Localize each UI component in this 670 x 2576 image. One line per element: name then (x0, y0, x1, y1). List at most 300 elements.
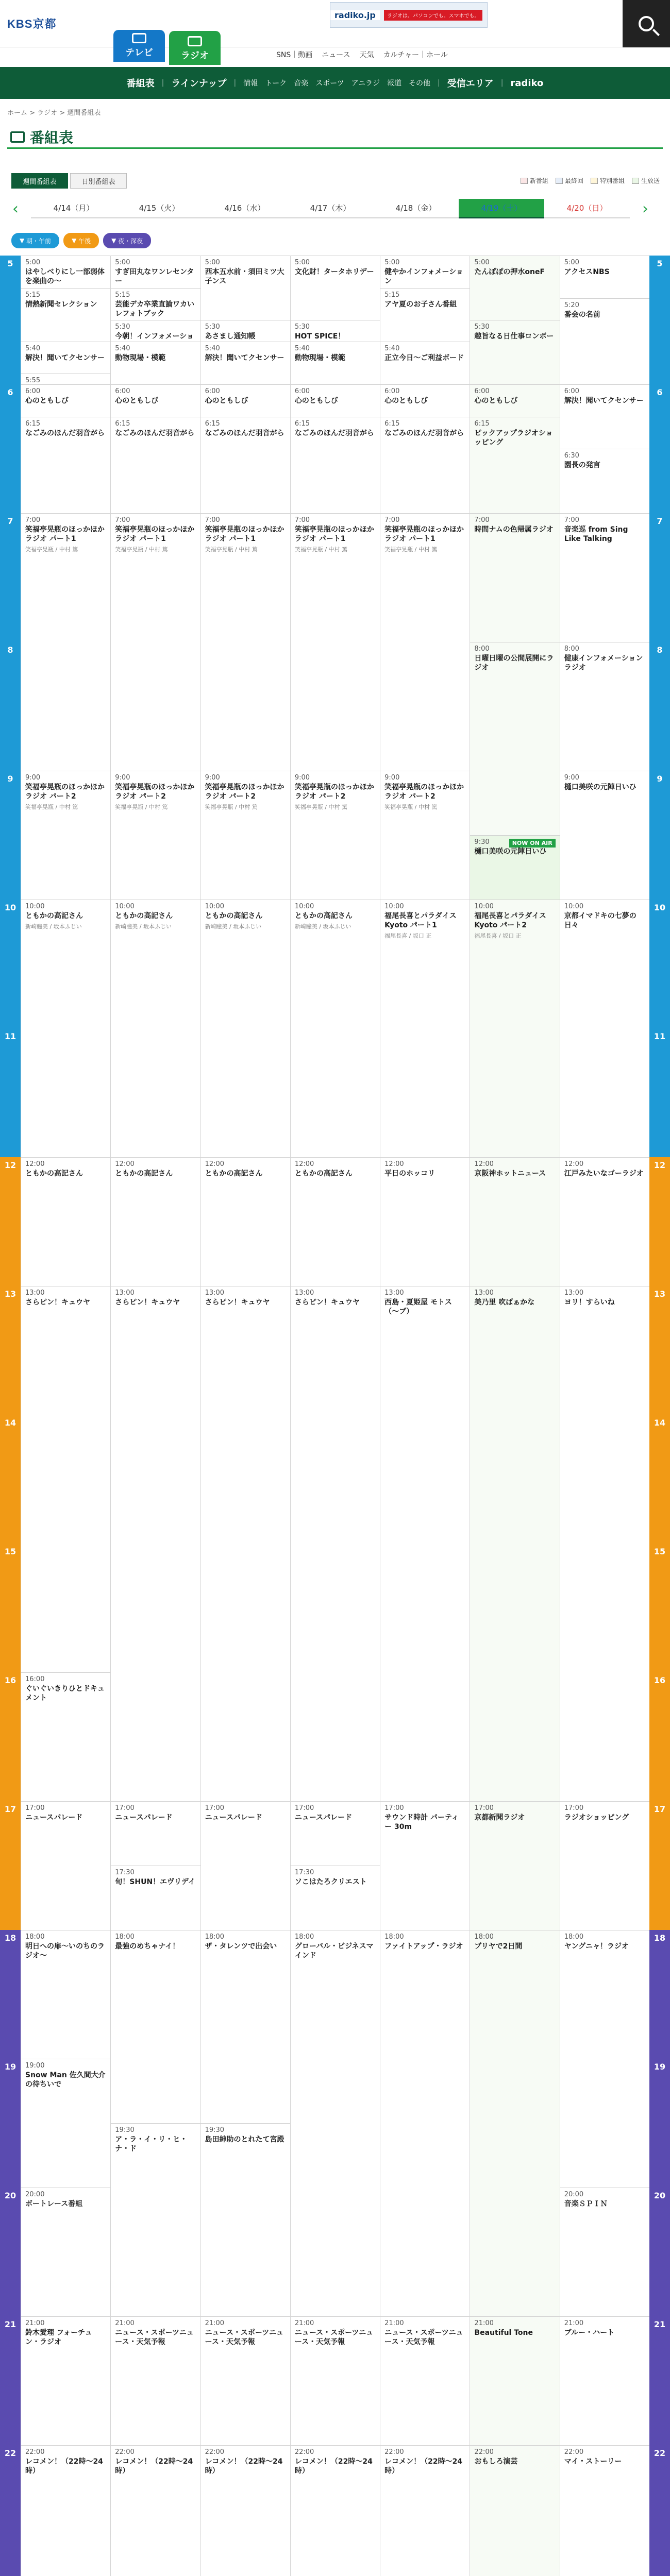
nav-separator: | (437, 79, 440, 87)
program-time: 5:40 (115, 344, 130, 352)
now-on-air-badge: NOW ON AIR (509, 839, 556, 848)
program-title: ブルー・ハート (564, 2329, 615, 2337)
program-cell[interactable] (111, 1866, 200, 1930)
tab-daily[interactable]: 日別番組表 (70, 173, 127, 189)
site-logo[interactable]: KBS京都 (7, 18, 57, 30)
program-time: 12:00 (384, 1160, 404, 1168)
program-time: 12:00 (294, 1160, 314, 1168)
program-cell[interactable] (560, 384, 649, 449)
program-title: サウンド時計 パーティー 30m (384, 1814, 459, 1832)
program-time: 6:00 (115, 387, 130, 395)
program-time: 22:00 (294, 2448, 314, 2456)
program-cell[interactable] (291, 384, 380, 417)
program-title: ザ・タレンツで出会い (205, 1942, 277, 1951)
nav-item-anime[interactable]: アニラジ (351, 79, 380, 88)
program-time: 6:15 (384, 419, 400, 428)
program-time: 5:00 (115, 259, 130, 266)
program-time: 10:00 (205, 903, 225, 910)
program-time: 5:00 (25, 259, 41, 266)
search-button[interactable] (623, 0, 670, 47)
program-cell[interactable] (380, 256, 470, 288)
hour-label: 15 (649, 1544, 670, 1672)
program-time: 17:00 (564, 1804, 584, 1812)
program-cell[interactable] (291, 2316, 380, 2445)
program-time: 10:00 (474, 903, 494, 910)
program-title: 笑福亭晃瓶のほっかほかラジオ パート1 (205, 526, 284, 544)
hour-label: 6 (649, 384, 670, 513)
program-cell[interactable] (21, 771, 110, 900)
program-cell[interactable] (470, 384, 559, 417)
tab-tv-label: テレビ (125, 47, 153, 58)
program-title: 心のともしび (25, 397, 69, 405)
link-culture[interactable]: カルチャー｜ホール (383, 51, 448, 59)
program-cell[interactable] (380, 2445, 470, 2576)
program-performers: 笑福亭晃瓶 / 中村 篤 (205, 804, 258, 811)
program-title: ファイトアップ・ラジオ (384, 1942, 463, 1951)
link-sns[interactable]: SNS｜動画 (276, 51, 313, 59)
program-performers: 笑福亭晃瓶 / 中村 篤 (384, 546, 438, 553)
program-cell[interactable] (560, 2188, 649, 2316)
program-cell[interactable] (21, 2445, 110, 2576)
schedule-tabs (11, 173, 127, 189)
date-tab[interactable]: 4/14（月） (31, 199, 116, 218)
hour-label (0, 2574, 21, 2576)
program-title: 京阪神ホットニュース (474, 1170, 546, 1178)
nav-item-lineup[interactable]: ラインナップ (171, 78, 227, 89)
hour-label: 8 (0, 642, 21, 771)
day-column (560, 256, 649, 2576)
program-cell[interactable] (111, 900, 200, 1157)
legend-swatch (521, 178, 528, 184)
program-cell[interactable] (560, 1801, 649, 1930)
next-week-arrow-icon[interactable]: › (642, 199, 648, 218)
program-time: 5:40 (205, 344, 220, 352)
hour-label: 10 (0, 900, 21, 1028)
program-time: 5:00 (294, 259, 310, 266)
program-cell[interactable] (560, 256, 649, 298)
program-cell[interactable] (201, 384, 290, 417)
program-title: 西本五水前・須田ミツ大子ンス (205, 268, 284, 286)
program-title: 正立今日〜ご利益ボード (384, 353, 464, 362)
program-time: 5:30 (205, 323, 220, 331)
program-cell[interactable] (560, 2316, 649, 2445)
program-time: 7:00 (384, 516, 400, 524)
legend-label: 生放送 (641, 177, 660, 184)
program-cell[interactable] (291, 417, 380, 514)
program-time: 5:00 (564, 259, 579, 266)
program-cell[interactable] (470, 1157, 559, 1286)
day-column (380, 256, 470, 2576)
nav-item-sports[interactable]: スポーツ (315, 79, 344, 88)
program-title: さらピン！キュウヤ (294, 1298, 360, 1307)
date-tab[interactable]: 4/18（金） (373, 199, 459, 218)
program-cell[interactable] (560, 449, 649, 513)
program-cell[interactable] (21, 256, 110, 288)
program-time: 21:00 (115, 2319, 135, 2327)
program-time: 13:00 (384, 1289, 404, 1297)
hour-label: 17 (649, 1801, 670, 1930)
program-title: レコメン！（22時〜24時） (25, 2458, 103, 2476)
program-title: アクセスNBS (564, 268, 610, 276)
program-title: 音楽巡 from Sing Like Talking (564, 526, 628, 544)
program-cell[interactable] (111, 288, 200, 320)
period-filter (11, 233, 151, 248)
program-time: 18:00 (564, 1933, 584, 1941)
program-cell[interactable] (380, 342, 470, 384)
link-weather[interactable]: 天気 (359, 51, 374, 59)
breadcrumb[interactable]: ホーム > ラジオ > 週間番組表 (7, 109, 101, 117)
hour-label: 16 (649, 1672, 670, 1801)
hour-label: 19 (649, 2059, 670, 2188)
program-title: ともかの高記さん (205, 912, 263, 920)
nav-item-talk[interactable]: トーク (265, 79, 287, 88)
program-cell[interactable] (201, 2445, 290, 2576)
program-cell[interactable] (470, 642, 559, 835)
nav-item-other[interactable]: その他 (408, 79, 430, 88)
program-cell[interactable] (560, 771, 649, 900)
program-title: ともかの高記さん (25, 912, 83, 920)
program-time: 12:00 (205, 1160, 225, 1168)
program-cell[interactable] (380, 1930, 470, 2316)
program-cell[interactable] (21, 384, 110, 417)
hour-label: 5 (649, 256, 670, 384)
program-title: ニュースパレード (294, 1814, 353, 1822)
program-time: 5:15 (384, 291, 400, 299)
program-time: 7:00 (474, 516, 490, 524)
program-time: 5:40 (25, 344, 41, 352)
program-cell[interactable] (470, 256, 559, 320)
program-title: 樋口美咲の元陣日いひ (474, 848, 547, 856)
nav-item-radiko[interactable]: radiko (510, 77, 544, 89)
program-time: 13:00 (474, 1289, 494, 1297)
program-cell[interactable] (21, 513, 110, 771)
program-title: 笑福亭晃瓶のほっかほかラジオ パート1 (384, 526, 464, 544)
program-title: ニュースパレード (115, 1814, 173, 1822)
program-cell[interactable] (21, 1801, 110, 1930)
program-cell[interactable] (470, 320, 559, 384)
hour-label: 21 (0, 2316, 21, 2445)
program-title: ともかの高記さん (25, 1170, 83, 1178)
program-cell[interactable] (201, 1801, 290, 1930)
program-cell[interactable] (111, 1930, 200, 2123)
program-cell[interactable] (201, 320, 290, 342)
program-time: 5:30 (115, 323, 130, 331)
nav-item-schedule[interactable]: 番組表 (126, 78, 155, 89)
program-time: 6:15 (294, 419, 310, 428)
program-cell[interactable] (111, 2316, 200, 2445)
program-time: 5:40 (384, 344, 400, 352)
program-cell[interactable] (470, 1286, 559, 1801)
program-time: 10:00 (564, 903, 584, 910)
program-title: ともかの高記さん (294, 1170, 353, 1178)
program-cell[interactable] (201, 2316, 290, 2445)
program-cell[interactable] (111, 2445, 200, 2576)
page-title-text: 番組表 (30, 129, 74, 146)
program-title: たんぽぽの押水oneF (474, 268, 545, 276)
program-time: 5:15 (115, 291, 130, 299)
program-title: 笑福亭晃瓶のほっかほかラジオ パート2 (384, 783, 464, 801)
program-cell[interactable] (201, 342, 290, 384)
program-time: 22:00 (25, 2448, 45, 2456)
program-cell[interactable] (21, 2188, 110, 2316)
hour-label: 19 (0, 2059, 21, 2188)
radiko-logo: radiko.jp (330, 10, 380, 20)
program-cell[interactable] (291, 1157, 380, 1286)
program-cell[interactable] (111, 2123, 200, 2316)
program-performers: 笑福亭晃瓶 / 中村 篤 (25, 546, 78, 553)
hour-label: 15 (0, 1544, 21, 1672)
program-time: 6:15 (25, 419, 41, 428)
search-icon (639, 16, 654, 31)
program-cell[interactable] (380, 513, 470, 771)
radiko-banner[interactable] (330, 2, 488, 28)
program-title: さらピン！キュウヤ (25, 1298, 90, 1307)
program-cell[interactable] (111, 342, 200, 384)
date-tab[interactable]: 4/20（日） (544, 199, 630, 218)
program-cell[interactable] (560, 298, 649, 384)
program-title: Beautiful Tone (474, 2329, 533, 2337)
program-cell[interactable] (380, 384, 470, 417)
program-time: 21:00 (474, 2319, 494, 2327)
program-time: 5:00 (205, 259, 220, 266)
program-cell[interactable] (21, 900, 110, 1157)
program-cell[interactable] (291, 900, 380, 1157)
program-time: 22:00 (474, 2448, 494, 2456)
program-time: 12:00 (25, 1160, 45, 1168)
nav-item-music[interactable]: 音楽 (294, 79, 309, 88)
hour-label: 12 (649, 1157, 670, 1286)
hour-label: 5 (0, 256, 21, 384)
program-cell[interactable] (201, 900, 290, 1157)
legend-label: 最終回 (564, 177, 583, 184)
program-title: 時間ナムの色帰属ラジオ (474, 526, 554, 534)
program-cell[interactable] (380, 771, 470, 900)
program-time: 9:00 (115, 774, 130, 782)
program-title: 健やかインフォメーション (384, 268, 463, 286)
program-cell[interactable] (470, 417, 559, 514)
program-title: ともかの高記さん (205, 1170, 263, 1178)
date-tab[interactable]: 4/16（水） (202, 199, 288, 218)
program-title: さらピン！キュウヤ (205, 1298, 270, 1307)
program-cell[interactable] (560, 642, 649, 771)
program-cell[interactable] (470, 1930, 559, 2316)
program-title: ラジオショッピング (564, 1814, 629, 1822)
program-cell[interactable] (470, 900, 559, 1157)
program-time: 18:00 (115, 1933, 135, 1941)
program-title: 心のともしび (294, 397, 338, 405)
program-time: 5:30 (294, 323, 310, 331)
program-cell[interactable] (291, 342, 380, 384)
program-title: ブリヤで2日間 (474, 1942, 523, 1951)
program-time: 22:00 (564, 2448, 584, 2456)
program-title: 笑福亭晃瓶のほっかほかラジオ パート2 (294, 783, 374, 801)
program-title: ともかの高記さん (115, 1170, 173, 1178)
program-time: 17:00 (115, 1804, 135, 1812)
hour-label: 17 (0, 1801, 21, 1930)
program-time: 17:00 (205, 1804, 225, 1812)
program-cell[interactable] (21, 2059, 110, 2188)
program-cell[interactable] (111, 320, 200, 342)
program-cell[interactable] (380, 2316, 470, 2445)
program-cell[interactable] (380, 1157, 470, 1286)
program-cell[interactable] (380, 1286, 470, 1801)
program-cell[interactable] (201, 771, 290, 900)
program-cell[interactable] (201, 417, 290, 514)
program-time: 6:00 (25, 387, 41, 395)
program-time: 5:40 (294, 344, 310, 352)
program-cell[interactable] (291, 1801, 380, 1866)
day-column (200, 256, 290, 2576)
program-time: 5:00 (384, 259, 400, 266)
program-cell[interactable] (111, 384, 200, 417)
program-cell[interactable] (380, 1801, 470, 1930)
program-cell[interactable] (201, 513, 290, 771)
date-tab-active[interactable]: 4/19（土） (459, 199, 544, 218)
program-cell[interactable] (291, 256, 380, 320)
program-cell[interactable] (111, 513, 200, 771)
program-cell[interactable] (560, 900, 649, 1157)
hour-label (649, 2574, 670, 2576)
date-tab[interactable]: 4/17（木） (288, 199, 373, 218)
program-cell[interactable] (21, 1930, 110, 2059)
program-time: 13:00 (294, 1289, 314, 1297)
program-time: 5:00 (474, 259, 490, 266)
program-time: 19:30 (205, 2126, 225, 2134)
program-title: 笑福亭晃瓶のほっかほかラジオ パート2 (115, 783, 195, 801)
program-title: 旬！SHUN！エヴリデイ (115, 1878, 195, 1886)
period-afternoon-button[interactable] (63, 233, 99, 248)
program-time: 9:00 (205, 774, 220, 782)
program-title: ニュースパレード (25, 1814, 83, 1822)
prev-week-arrow-icon[interactable]: ‹ (12, 199, 19, 218)
program-cell[interactable] (111, 1157, 200, 1286)
period-morning-button[interactable] (11, 233, 59, 248)
program-cell[interactable] (560, 1157, 649, 1286)
program-title: 動物現場・模範 (115, 353, 166, 362)
program-cell[interactable] (21, 342, 110, 374)
date-tab[interactable]: 4/15（火） (116, 199, 202, 218)
program-cell[interactable] (111, 1286, 200, 1801)
program-cell[interactable] (560, 1930, 649, 2188)
program-cell[interactable] (21, 417, 110, 514)
program-title: ニュース・スポーツニュース・天気予報 (205, 2329, 284, 2347)
program-cell[interactable] (111, 256, 200, 288)
radio-icon (188, 36, 202, 46)
program-cell[interactable] (380, 900, 470, 1157)
program-cell[interactable] (201, 1286, 290, 1801)
program-cell[interactable] (201, 1930, 290, 2123)
link-news[interactable]: ニュース (322, 51, 350, 59)
program-cell[interactable] (201, 256, 290, 320)
nav-item-report[interactable]: 報道 (387, 79, 401, 88)
program-title: なごみのほんだ羽音がら (25, 429, 105, 437)
program-time: 18:00 (384, 1933, 404, 1941)
tab-tv[interactable] (113, 30, 165, 62)
program-cell[interactable] (470, 513, 559, 642)
program-title: あさまし通知帳 (205, 332, 256, 341)
program-time: 21:00 (294, 2319, 314, 2327)
media-tabs (113, 31, 221, 65)
program-performers: 笑福亭晃瓶 / 中村 篤 (205, 546, 258, 553)
hour-label: 9 (0, 771, 21, 900)
program-title: 島田紳助のとれたて宮殿 (205, 2136, 284, 2144)
program-cell[interactable] (291, 771, 380, 900)
program-title: 福尾長喜とパラダイスKyoto パート1 (384, 912, 457, 930)
period-night-button[interactable] (103, 233, 151, 248)
program-cell[interactable] (291, 1866, 380, 1930)
program-time: 22:00 (115, 2448, 135, 2456)
program-cell[interactable] (111, 771, 200, 900)
nav-item-area[interactable]: 受信エリア (447, 78, 494, 89)
program-cell[interactable] (21, 1286, 110, 1672)
program-time: 17:00 (384, 1804, 404, 1812)
program-title: 心のともしび (205, 397, 248, 405)
program-cell[interactable] (21, 288, 110, 342)
program-cell[interactable] (291, 1930, 380, 2316)
program-time: 9:00 (564, 774, 579, 782)
program-time: 7:00 (25, 516, 41, 524)
program-cell[interactable] (470, 835, 559, 900)
title-divider (7, 147, 663, 149)
program-cell[interactable] (291, 513, 380, 771)
program-cell[interactable] (470, 2445, 559, 2576)
site-header (0, 0, 670, 47)
program-performers: 笑福亭晃瓶 / 中村 篤 (115, 546, 168, 553)
program-cell[interactable] (201, 2123, 290, 2316)
program-time: 18:00 (205, 1933, 225, 1941)
nav-separator: | (161, 79, 164, 87)
program-cell[interactable] (291, 2445, 380, 2576)
program-cell[interactable] (21, 2316, 110, 2445)
hour-label: 16 (0, 1672, 21, 1801)
program-time: 5:30 (474, 323, 490, 331)
hour-label: 14 (649, 1415, 670, 1544)
program-cell[interactable] (111, 417, 200, 514)
banner-text: ラジオは、パソコンでも。スマホでも。 (384, 10, 483, 21)
hour-label: 20 (649, 2188, 670, 2316)
program-cell[interactable] (470, 2316, 559, 2445)
program-time: 13:00 (205, 1289, 225, 1297)
program-time: 7:00 (205, 516, 220, 524)
program-cell[interactable] (201, 1157, 290, 1286)
program-title: レコメン！（22時〜24時） (205, 2458, 283, 2476)
program-title: 園長の発言 (564, 461, 600, 469)
program-cell[interactable] (470, 1801, 559, 1930)
program-cell[interactable] (111, 1801, 200, 1866)
program-cell[interactable] (21, 1157, 110, 1286)
tab-weekly[interactable]: 週間番組表 (11, 173, 68, 189)
program-cell[interactable] (380, 288, 470, 342)
program-cell[interactable] (560, 513, 649, 642)
hour-label: 22 (649, 2445, 670, 2574)
program-cell[interactable] (560, 1286, 649, 1801)
program-cell[interactable] (291, 320, 380, 342)
program-cell[interactable] (380, 417, 470, 514)
program-cell[interactable] (21, 1672, 110, 1801)
program-cell[interactable] (291, 1286, 380, 1801)
period-label: 朝・午前 (26, 237, 52, 245)
legend-swatch (556, 178, 563, 184)
program-title: 心のともしび (115, 397, 159, 405)
program-time: 6:00 (205, 387, 220, 395)
nav-item-info[interactable]: 情報 (243, 79, 258, 88)
tab-radio[interactable] (169, 31, 221, 65)
program-time: 9:00 (294, 774, 310, 782)
program-cell[interactable] (560, 2445, 649, 2576)
nav-separator: | (233, 79, 237, 87)
hour-label: 6 (0, 384, 21, 513)
day-column (470, 256, 559, 2576)
